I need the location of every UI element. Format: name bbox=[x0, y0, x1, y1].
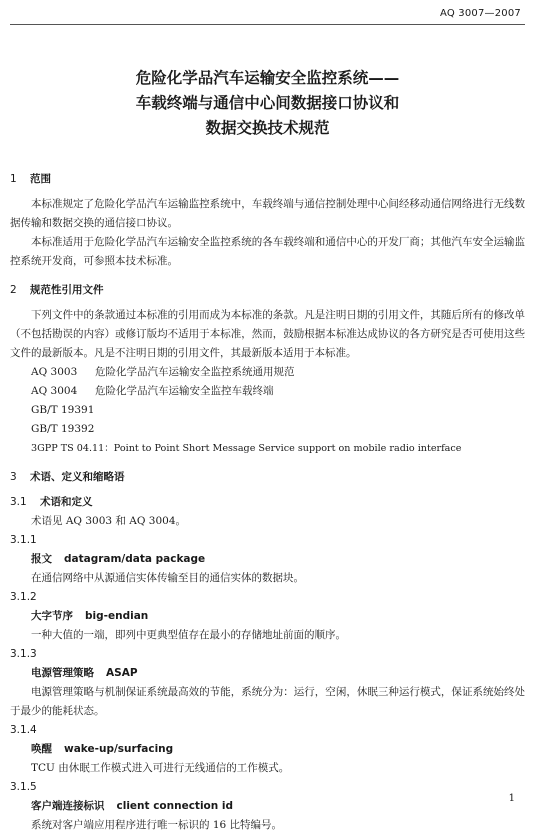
reference-title: 危险化学品汽车运输安全监控车载终端 bbox=[95, 385, 274, 397]
term-definition: 电源管理策略与机制保证系统最高效的节能，系统分为：运行，空闲，休眠三种运行模式，保证系统始终处于最少的能耗状态。 bbox=[10, 686, 525, 717]
title-line-1: 危险化学品汽车运输安全监控系统—— bbox=[135, 69, 400, 87]
term-english: big-endian bbox=[85, 610, 149, 622]
header-divider bbox=[10, 24, 525, 25]
term-english: datagram/data package bbox=[64, 553, 206, 565]
term-heading bbox=[10, 550, 525, 569]
section-number: 1 bbox=[10, 173, 17, 185]
term-heading bbox=[10, 664, 525, 683]
standard-code: AQ 3007—2007 bbox=[439, 8, 521, 19]
section-number: 2 bbox=[10, 284, 17, 296]
reference-item bbox=[10, 420, 525, 439]
section-3-heading bbox=[10, 468, 525, 487]
section-2-heading bbox=[10, 281, 525, 300]
term-number: 3.1.1 bbox=[10, 534, 37, 546]
term-definition: 系统对客户端应用程序进行唯一标识的 16 比特编号。 bbox=[31, 819, 283, 831]
section-number: 3 bbox=[10, 471, 17, 483]
term-number: 3.1.5 bbox=[10, 781, 37, 793]
subsection-number: 3.1 bbox=[10, 496, 27, 508]
term-number: 3.1.3 bbox=[10, 648, 37, 660]
reference-code: AQ 3004 bbox=[31, 385, 78, 397]
reference-item bbox=[10, 363, 525, 382]
subsection-heading bbox=[10, 493, 525, 512]
reference-title: 危险化学品汽车运输安全监控系统通用规范 bbox=[95, 366, 295, 378]
term-heading bbox=[10, 607, 525, 626]
section-1-heading bbox=[10, 170, 525, 189]
term-chinese: 报文 bbox=[31, 553, 52, 565]
reference-item: 3GPP TS 04.11：Point to Point Short Message Service support on mobile radio interface bbox=[31, 443, 462, 454]
title-line-3: 数据交换技术规范 bbox=[205, 119, 330, 137]
reference-item bbox=[10, 401, 525, 420]
reference-code: GB/T 19391 bbox=[31, 404, 95, 416]
section-title: 规范性引用文件 bbox=[30, 284, 104, 296]
paragraph: 本标准适用于危险化学品汽车运输安全监控系统的各车载终端和通信中心的开发厂商；其他汽车安全运输监控系统开发商，可参照本技术标准。 bbox=[10, 236, 525, 267]
document-body bbox=[10, 170, 525, 835]
term-number: 3.1.2 bbox=[10, 591, 37, 603]
term-english: ASAP bbox=[106, 667, 138, 679]
term-chinese: 客户端连接标识 bbox=[31, 800, 105, 812]
term-definition: TCU 由休眠工作模式进入可进行无线通信的工作模式。 bbox=[31, 762, 290, 774]
term-chinese: 大字节序 bbox=[31, 610, 73, 622]
section-title: 范围 bbox=[30, 173, 51, 185]
term-english: client connection id bbox=[116, 800, 234, 812]
reference-code: AQ 3003 bbox=[31, 366, 78, 378]
subsection-title: 术语和定义 bbox=[40, 496, 93, 508]
document-title bbox=[0, 66, 535, 141]
reference-item bbox=[10, 382, 525, 401]
paragraph: 本标准规定了危险化学品汽车运输监控系统中，车载终端与通信控制处理中心间经移动通信网络进行无线数据传输和数据交换的通信接口协议。 bbox=[10, 198, 525, 229]
term-heading bbox=[10, 740, 525, 759]
title-line-2: 车载终端与通信中心间数据接口协议和 bbox=[135, 94, 400, 112]
paragraph: 下列文件中的条款通过本标准的引用而成为本标准的条款。凡是注明日期的引用文件，其随后所有的修改单（不包括勘误的内容）或修订版均不适用于本标准，然而，鼓励根据本标准达成协议的各方研究是否可使用这些文件的最新版本。凡是不注明日期的引用文件，其最新版本适用于本标准。 bbox=[10, 309, 525, 359]
term-definition: 一种大值的一端，即列中更典型值存在最小的存储地址前面的顺序。 bbox=[31, 629, 346, 641]
paragraph: 术语见 AQ 3003 和 AQ 3004。 bbox=[31, 515, 187, 527]
term-chinese: 唤醒 bbox=[31, 743, 52, 755]
term-number: 3.1.4 bbox=[10, 724, 37, 736]
term-heading bbox=[10, 797, 525, 816]
term-english: wake-up/surfacing bbox=[64, 743, 174, 755]
page-number: 1 bbox=[508, 793, 515, 804]
reference-code: GB/T 19392 bbox=[31, 423, 95, 435]
term-definition: 在通信网络中从源通信实体传输至目的通信实体的数据块。 bbox=[31, 572, 304, 584]
section-title: 术语、定义和缩略语 bbox=[30, 471, 125, 483]
term-chinese: 电源管理策略 bbox=[31, 667, 94, 679]
